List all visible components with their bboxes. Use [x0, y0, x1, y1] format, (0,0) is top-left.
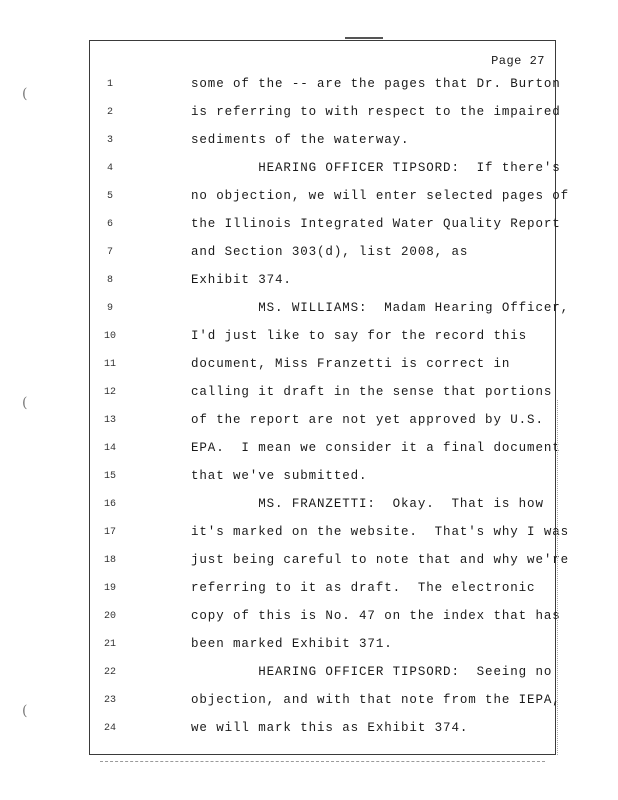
line-number: 13: [103, 415, 116, 426]
line-number: 17: [103, 527, 116, 538]
line-number: 20: [103, 611, 116, 622]
line-text: MS. FRANZETTI: Okay. That is how: [191, 497, 544, 511]
line-number: 1: [106, 79, 113, 90]
line-number: 14: [103, 443, 116, 454]
line-text: objection, and with that note from the IEPA,: [191, 693, 561, 707]
line-text: and Section 303(d), list 2008, as: [191, 245, 469, 259]
line-text: referring to it as draft. The electronic: [191, 581, 536, 595]
margin-hole-mark: (: [22, 703, 28, 719]
line-text: no objection, we will enter selected pages of: [191, 189, 570, 203]
line-number: 24: [103, 723, 116, 734]
line-text: of the report are not yet approved by U.S.: [191, 413, 544, 427]
line-text: HEARING OFFICER TIPSORD: Seeing no: [191, 665, 553, 679]
line-text: just being careful to note that and why we're: [191, 553, 570, 567]
line-text: been marked Exhibit 371.: [191, 637, 393, 651]
line-text: EPA. I mean we consider it a final document: [191, 441, 561, 455]
line-number: 23: [103, 695, 116, 706]
scan-bottom-noise: [100, 761, 545, 765]
line-number: 22: [103, 667, 116, 678]
line-number: 18: [103, 555, 116, 566]
page-number: Page 27: [491, 54, 545, 68]
line-text: Exhibit 374.: [191, 273, 292, 287]
line-text: copy of this is No. 47 on the index that has: [191, 609, 561, 623]
line-number: 10: [103, 331, 116, 342]
line-number: 9: [106, 303, 113, 314]
line-number: 3: [106, 135, 113, 146]
line-text: we will mark this as Exhibit 374.: [191, 721, 469, 735]
line-text: I'd just like to say for the record this: [191, 329, 528, 343]
line-text: the Illinois Integrated Water Quality Report: [191, 217, 561, 231]
line-text: it's marked on the website. That's why I was: [191, 525, 570, 539]
line-text: document, Miss Franzetti is correct in: [191, 357, 511, 371]
line-text: that we've submitted.: [191, 469, 368, 483]
line-text: calling it draft in the sense that portions: [191, 385, 553, 399]
scan-edge-noise: [557, 400, 560, 755]
line-text: MS. WILLIAMS: Madam Hearing Officer,: [191, 301, 570, 315]
line-number: 19: [103, 583, 116, 594]
top-scan-mark: [345, 37, 383, 39]
margin-hole-mark: (: [22, 86, 28, 102]
line-text: is referring to with respect to the impaired: [191, 105, 561, 119]
line-number: 15: [103, 471, 116, 482]
transcript-page: [89, 40, 570, 755]
line-number: 7: [106, 247, 113, 258]
line-text: HEARING OFFICER TIPSORD: If there's: [191, 161, 561, 175]
line-number: 21: [103, 639, 116, 650]
line-text: some of the -- are the pages that Dr. Burton: [191, 77, 561, 91]
line-text: sediments of the waterway.: [191, 133, 410, 147]
margin-hole-mark: (: [22, 395, 28, 411]
line-number: 11: [103, 359, 116, 370]
line-number: 2: [106, 107, 113, 118]
line-number: 8: [106, 275, 113, 286]
line-number: 5: [106, 191, 113, 202]
line-number: 16: [103, 499, 116, 510]
line-number: 4: [106, 163, 113, 174]
line-number: 6: [106, 219, 113, 230]
line-number: 12: [103, 387, 116, 398]
